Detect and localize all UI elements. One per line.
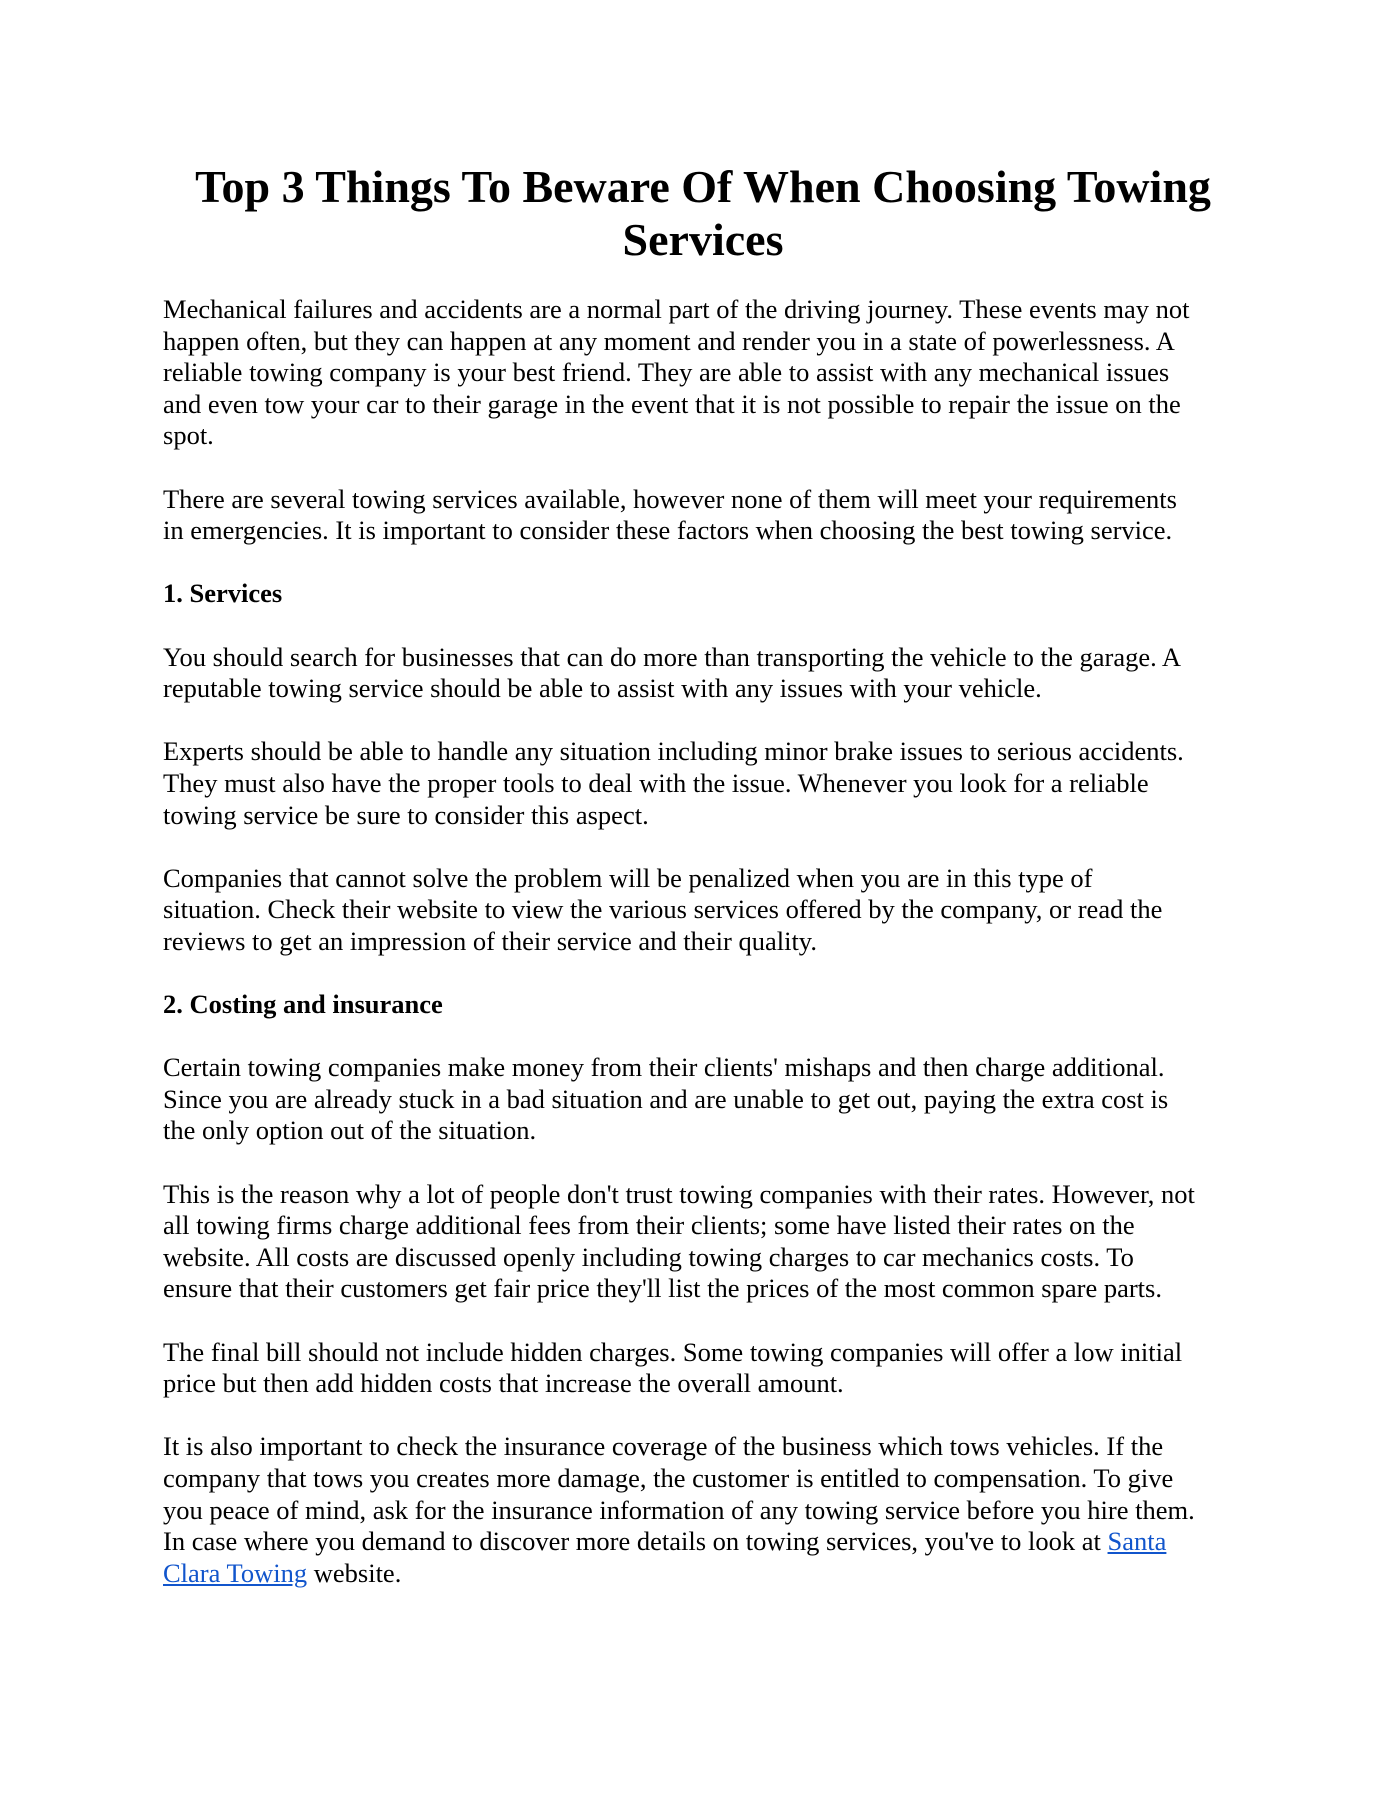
text-line: They must also have the proper tools to deal with the issue. Whenever you look for a reliable [163,767,1149,798]
text-line: towing service be sure to consider this aspect. [163,799,649,830]
text-line [163,1558,1243,1590]
text-line: Mechanical failures and accidents are a normal part of the driving journey. These events may not [163,294,1190,324]
text-line: price but then add hidden costs that increase the overall amount. [163,1368,844,1399]
text-line: and even tow your car to their garage in the event that it is not possible to repair the issue on the [163,388,1181,419]
text-line: company that tows you creates more damage, the customer is entitled to compensation. To give [163,1462,1174,1493]
title-line: Top 3 Things To Beware Of When Choosing Towing [195,161,1211,212]
paragraph [163,1431,1243,1589]
document-page [163,160,1243,1621]
text-line: spot. [163,420,214,451]
section-heading [163,578,1243,610]
paragraph [163,863,1243,958]
section-heading [163,989,1243,1021]
text-line: website. All costs are discussed openly including towing charges to car mechanics costs. To [163,1241,1134,1272]
title-line: Services [622,214,784,265]
paragraph [163,1179,1243,1305]
text-line: There are several towing services available, however none of them will meet your requirements [163,483,1177,514]
text-line: all towing firms charge additional fees from their clients; some have listed their rates on the [163,1210,1135,1241]
text-line: This is the reason why a lot of people don't trust towing companies with their rates. However, not [163,1178,1195,1209]
text-line: reliable towing company is your best friend. They are able to assist with any mechanical issues [163,357,1170,388]
text-line: situation. Check their website to view the various services offered by the company, or read the [163,894,1163,925]
paragraph [163,1337,1243,1400]
text-line: you peace of mind, ask for the insurance information of any towing service before you hire them. [163,1494,1195,1525]
paragraph [163,642,1243,705]
text-segment: website. [307,1557,402,1588]
text-segment: In case where you demand to discover more details on towing services, you've to look at [163,1526,1108,1557]
document-title [163,160,1243,266]
text-line [163,1526,1243,1558]
text-line: Experts should be able to handle any situation including minor brake issues to serious accidents. [163,736,1184,767]
text-line: 2. Costing and insurance [163,989,443,1020]
paragraph [163,1052,1243,1147]
text-line: Companies that cannot solve the problem will be penalized when you are in this type of [163,862,1093,893]
paragraph [163,736,1243,831]
santa-clara-towing-link[interactable]: Santa [1107,1526,1167,1557]
text-line: It is also important to check the insurance coverage of the business which tows vehicles. If the [163,1431,1164,1462]
text-line: reviews to get an impression of their service and their quality. [163,925,817,956]
paragraph [163,484,1243,547]
document-body [163,294,1243,1589]
text-line: Certain towing companies make money from their clients' mishaps and then charge additional. [163,1052,1165,1083]
text-line: 1. Services [163,578,283,609]
text-line: in emergencies. It is important to consider these factors when choosing the best towing service. [163,515,1173,546]
text-line: ensure that their customers get fair price they'll list the prices of the most common spare parts. [163,1273,1162,1304]
text-line: You should search for businesses that can do more than transporting the vehicle to the garage. A [163,641,1182,672]
text-line: the only option out of the situation. [163,1115,537,1146]
text-line: reputable towing service should be able to assist with any issues with your vehicle. [163,673,1042,704]
paragraph [163,294,1243,452]
text-line: Since you are already stuck in a bad situation and are unable to get out, paying the extra cost is [163,1083,1169,1114]
text-line: The final bill should not include hidden charges. Some towing companies will offer a low initial [163,1336,1183,1367]
text-line: happen often, but they can happen at any moment and render you in a state of powerlessness. A [163,325,1175,356]
santa-clara-towing-link[interactable]: Clara Towing [163,1557,308,1588]
